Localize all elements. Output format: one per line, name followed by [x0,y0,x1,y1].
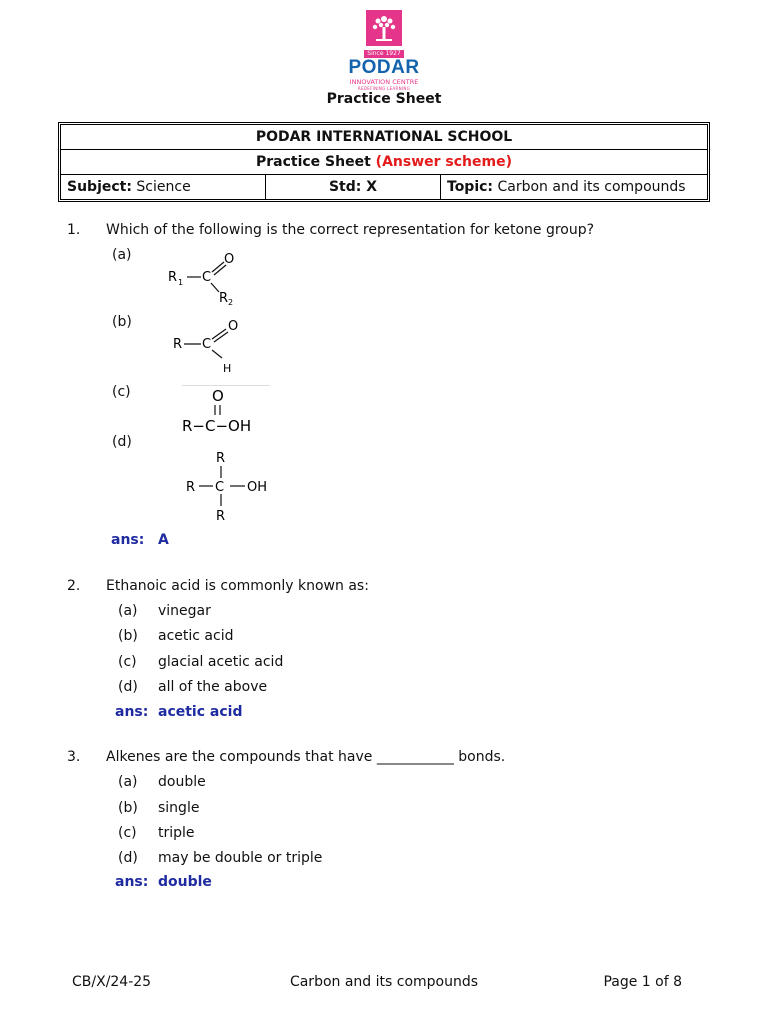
struct-b-h: H [223,362,232,375]
answer-scheme-note: (Answer scheme) [375,154,512,170]
logo-subtitle: INNOVATION CENTRE [349,78,419,86]
q3-option-c-text: triple [158,825,195,841]
struct-d-bottom: R [216,509,226,524]
header-table [58,122,710,202]
q2-option-a-label: (a) [118,603,138,619]
std-cell [266,175,441,199]
question-2-text: Ethanoic acid is commonly known as: [106,578,369,594]
school-name: PODAR INTERNATIONAL SCHOOL [61,125,707,150]
q3-option-c-label: (c) [118,825,137,841]
struct-a-r2: R [219,291,229,306]
logo-since: Since 1927 [364,50,404,58]
struct-c-o: O [212,387,224,405]
q2-option-d-text: all of the above [158,679,268,695]
question-3-text: Alkenes are the compounds that have ___________ bonds. [106,749,506,765]
ketone-structure-a [165,248,245,308]
struct-b-c: C [202,337,212,352]
aldehyde-structure-b [170,316,250,376]
struct-b-r: R [173,337,183,352]
sheet-title: Practice Sheet [255,154,371,170]
question-2-number: 2. [67,578,81,594]
tree-logo-icon [366,10,402,46]
logo-tagline: REDEFINING LEARNING [357,86,411,91]
page-title: Practice Sheet [326,91,442,107]
q2-option-b-label: (b) [118,628,138,644]
q3-answer: double [158,874,212,890]
subject-value: Science [136,179,191,195]
q1-option-a-label: (a) [112,247,132,263]
q3-answer-label: ans: [115,874,149,890]
alcohol-structure-d [183,446,283,526]
struct-a-r1: R [168,270,178,285]
topic-label: Topic: [447,179,494,195]
q1-answer-label: ans: [111,532,145,548]
subject-label: Subject: [67,179,132,195]
question-3-number: 3. [67,749,81,765]
subject-cell [61,175,266,199]
std-value: X [366,179,378,195]
logo-name: PODAR [348,57,420,78]
q2-answer-label: ans: [115,704,149,720]
q3-option-b-label: (b) [118,800,138,816]
question-1-text: Which of the following is the correct representation for ketone group? [106,222,595,238]
q2-answer: acetic acid [158,704,243,720]
footer-topic: Carbon and its compounds [289,974,479,990]
struct-d-right: OH [247,480,268,495]
struct-d-top: R [216,451,226,466]
struct-c-chain: R−C−OH [182,417,252,435]
footer-page-number: Page 1 of 8 [603,974,682,990]
question-1-number: 1. [67,222,81,238]
q3-option-b-text: single [158,800,200,816]
q2-option-c-label: (c) [118,654,137,670]
q3-option-a-label: (a) [118,774,138,790]
struct-a-r1-sub: 1 [178,278,184,287]
struct-d-c: C [215,480,225,495]
struct-a-o: O [224,252,235,267]
footer-code: CB/X/24-25 [72,974,152,990]
q3-option-d-label: (d) [118,850,138,866]
q2-option-b-text: acetic acid [158,628,234,644]
topic-value: Carbon and its compounds [497,179,686,195]
sheet-title-row [61,150,707,175]
q2-option-c-text: glacial acetic acid [158,654,284,670]
struct-b-o: O [228,319,239,334]
q2-option-a-text: vinegar [158,603,211,619]
q1-option-b-label: (b) [112,314,132,330]
struct-a-r2-sub: 2 [228,298,234,307]
q1-option-d-label: (d) [112,434,132,450]
podar-logo [338,10,430,90]
q2-option-d-label: (d) [118,679,138,695]
topic-cell [441,175,707,199]
struct-d-left: R [186,480,196,495]
carboxylic-structure-c [178,384,278,436]
q1-answer: A [158,532,169,548]
struct-a-c: C [202,270,212,285]
q3-option-d-text: may be double or triple [158,850,323,866]
q3-option-a-text: double [158,774,206,790]
std-label: Std: [328,179,362,195]
info-row [61,175,707,199]
q1-option-c-label: (c) [112,384,131,400]
